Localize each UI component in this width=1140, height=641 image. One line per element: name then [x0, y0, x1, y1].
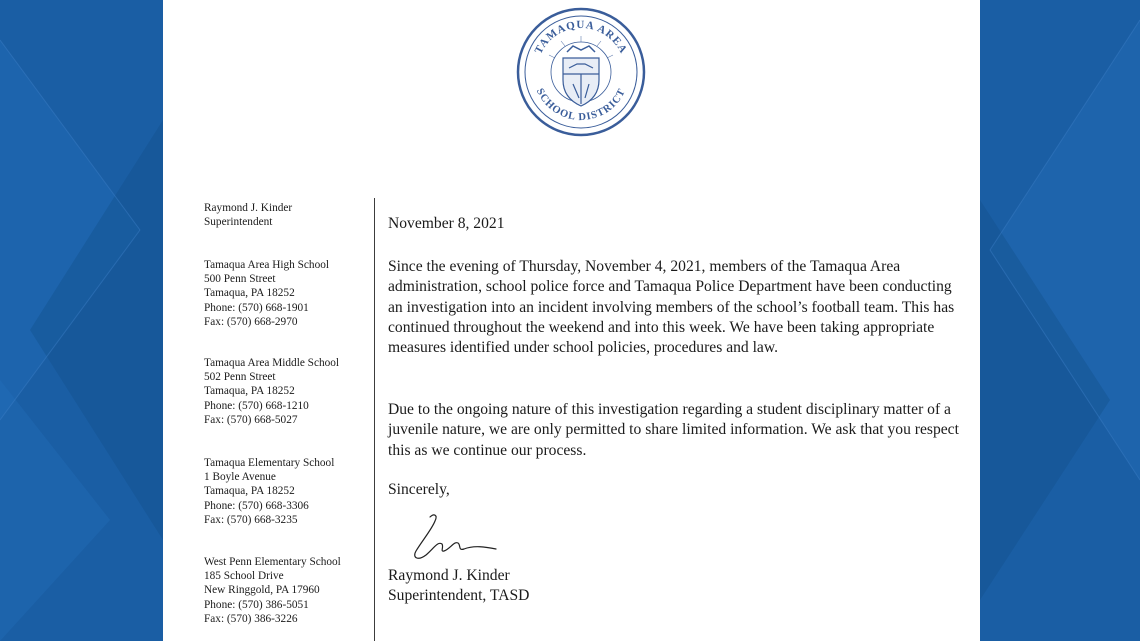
- school-contact-block: [204, 258, 374, 329]
- school-district-seal: [515, 6, 647, 138]
- letter-paragraph: Since the evening of Thursday, November 4, 2021, members of the Tamaqua Area administration, school police force and Tamaqua Police Department have been conducting an investigation into an incident involving members of the school’s football team. This has continued throughout the weekend and into this week. We have been taking appropriate measures identified under school policies, procedures and law.: [388, 258, 955, 357]
- school-city: Tamaqua, PA 18252: [204, 485, 295, 498]
- school-contact-block: [204, 356, 374, 427]
- school-street: 500 Penn Street: [204, 273, 276, 286]
- school-city: New Ringgold, PA 17960: [204, 584, 320, 597]
- school-fax: Fax: (570) 386-3226: [204, 612, 298, 625]
- letter-closing: Sincerely,: [388, 481, 450, 498]
- school-phone: Phone: (570) 668-1210: [204, 399, 309, 412]
- school-fax: Fax: (570) 668-2970: [204, 315, 298, 328]
- school-contact-block: [204, 456, 374, 527]
- svg-text:SCHOOL DISTRICT: SCHOOL DISTRICT: [533, 86, 629, 124]
- school-fax: Fax: (570) 668-5027: [204, 413, 298, 426]
- letter-date: November 8, 2021: [388, 215, 505, 232]
- superintendent-block: [204, 201, 374, 229]
- school-phone: Phone: (570) 668-1901: [204, 301, 309, 314]
- school-name: West Penn Elementary School: [204, 556, 341, 568]
- superintendent-name: Raymond J. Kinder: [204, 202, 293, 214]
- signer-name: Raymond J. Kinder: [388, 567, 510, 584]
- school-street: 1 Boyle Avenue: [204, 471, 276, 484]
- school-contact-block: [204, 555, 374, 626]
- letter-page: [163, 0, 980, 641]
- school-phone: Phone: (570) 668-3306: [204, 499, 309, 512]
- column-divider: [374, 198, 375, 641]
- superintendent-title: Superintendent: [204, 216, 273, 229]
- school-street: 502 Penn Street: [204, 371, 276, 384]
- background-left-panel: [0, 0, 163, 641]
- signer-block: [388, 566, 529, 606]
- handwritten-signature: [408, 511, 508, 565]
- school-name: Tamaqua Elementary School: [204, 457, 335, 469]
- school-city: Tamaqua, PA 18252: [204, 287, 295, 300]
- letter-paragraph: Due to the ongoing nature of this investigation regarding a student disciplinary matter of a juvenile nature, we are only permitted to share limited information. We ask that you respect this as we continue our process.: [388, 401, 959, 459]
- school-street: 185 School Drive: [204, 570, 284, 583]
- signer-title: Superintendent, TASD: [388, 587, 530, 604]
- school-city: Tamaqua, PA 18252: [204, 385, 295, 398]
- school-fax: Fax: (570) 668-3235: [204, 513, 298, 526]
- school-name: Tamaqua Area Middle School: [204, 357, 340, 369]
- school-name: Tamaqua Area High School: [204, 259, 330, 271]
- background-right-panel: [980, 0, 1140, 641]
- svg-text:TAMAQUA AREA: TAMAQUA AREA: [532, 18, 630, 56]
- school-phone: Phone: (570) 386-5051: [204, 598, 309, 611]
